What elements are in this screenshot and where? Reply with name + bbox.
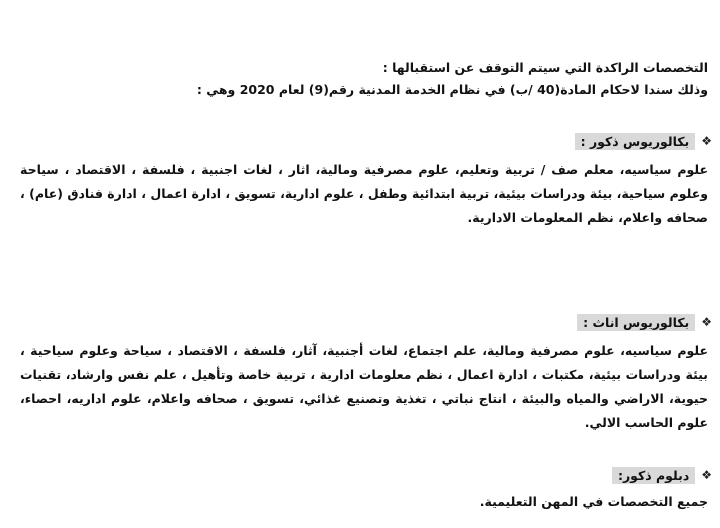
section-text-diploma-male: جميع التخصصات في المهن التعليمية. [479,494,708,509]
section-text-bachelor-male: علوم سياسيه، معلم صف / تربية وتعليم، علوم مصرفية ومالية، اثار ، لغات اجنبية ، فلسفة ، الاقتصاد ، سياحة وعلوم سياحية، بيئة ودراسات بيئية، تربية ابتدائية وطفل ، علوم ادارية، تسويق ، ادارة اعمال ، ادارة فنادق (عام) ، صحافه واعلام، نظم المعلومات الادارية. [20,162,708,225]
section-heading-diploma-male [612,464,712,486]
section-heading-bachelor-male [575,130,712,152]
intro-legal-basis: وذلك سندا لاحكام المادة(40 /ب) في نظام الخدمة المدنية رقم(9) لعام 2020 وهي : [196,82,708,97]
intro-title: التخصصات الراكدة التي سيتم التوقف عن استقبالها : [382,60,708,75]
diamond-bullet-icon: ❖ [701,468,712,482]
section-heading-label: دبلوم ذكور: [612,467,695,484]
diamond-bullet-icon: ❖ [701,315,712,329]
section-text-bachelor-female: علوم سياسيه، علوم مصرفية ومالية، علم اجتماع، لغات أجنبية، آثار، فلسفة ، الاقتصاد ، سياحة وعلوم سياحية ، بيئة ودراسات بيئية، مكتبات ، ادارة اعمال ، نظم معلومات ادارية ، تربية خاصة وتأهيل ، علم نفس وارشاد، تقنيات حيوية، الاراضي والمياه والبيئة ، انتاج نباتي ، تغذية وتصنيع غذائي، تسويق ، صحافه واعلام، علوم اداريه، احصاء، علوم الحاسب الالي. [20,343,708,430]
diamond-bullet-icon: ❖ [701,134,712,148]
section-heading-label: بكالوريوس اناث : [577,314,695,331]
section-heading-label: بكالوريوس ذكور : [575,133,696,150]
section-heading-bachelor-female [577,311,712,333]
